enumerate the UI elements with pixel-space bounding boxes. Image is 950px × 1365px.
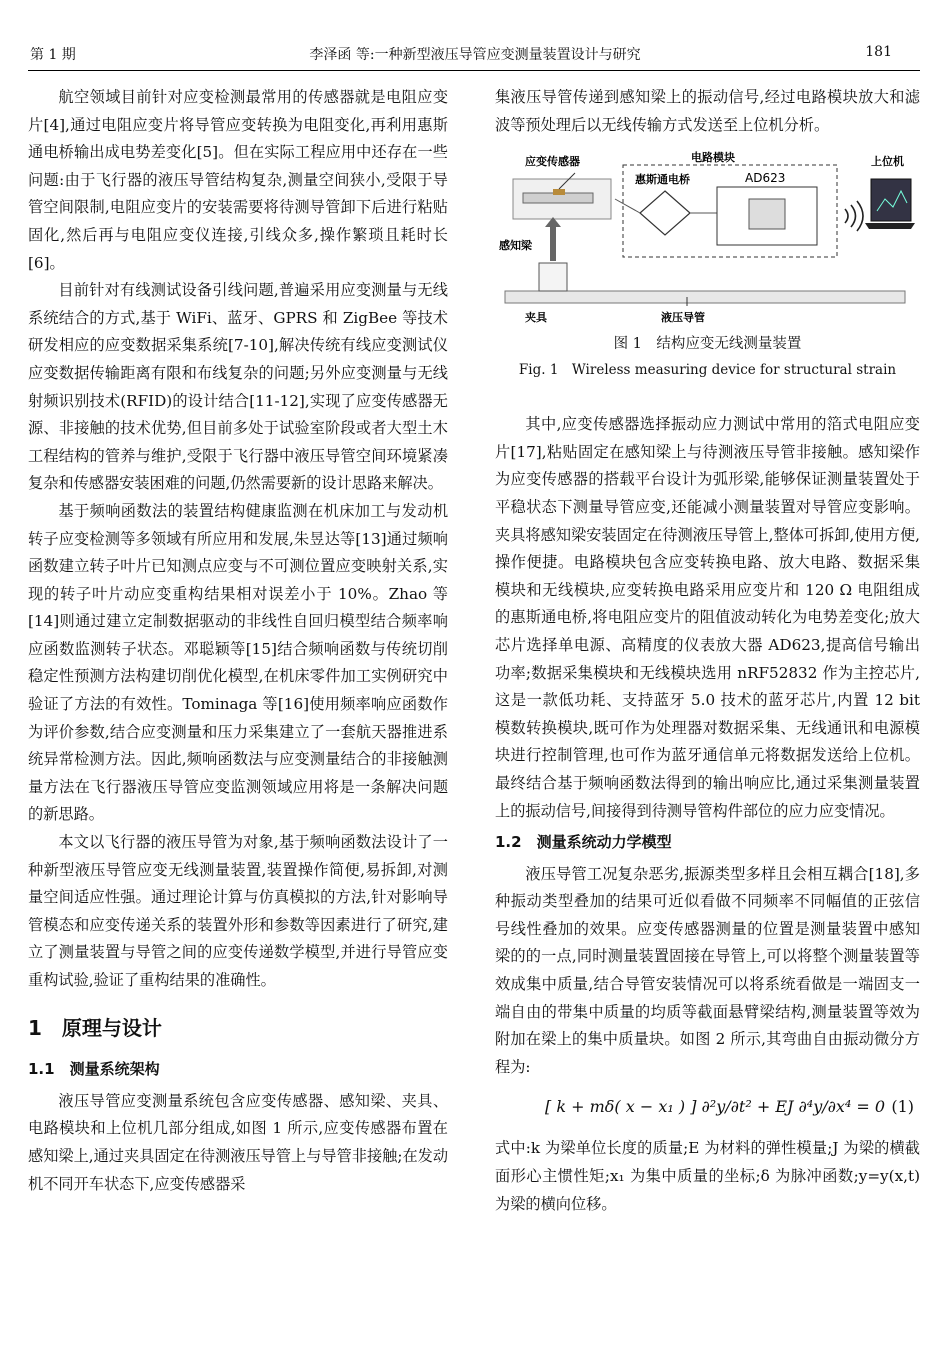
label-sensing-beam: 感知梁	[499, 239, 532, 253]
figure-caption-en: Fig. 1 Wireless measuring device for structural strain	[518, 362, 897, 379]
hydraulic-pipe	[505, 291, 905, 303]
label-hydraulic-pipe: 液压导管	[661, 311, 705, 325]
equation-formula: [ k + mδ( x − x₁ ) ] ∂²y/∂t² + EJ ∂⁴y/∂x⁴ = 0	[545, 1097, 886, 1117]
paragraph: 目前针对有线测试设备引线问题,普遍采用应变测量与无线系统结合的方式,基于 WiFi、蓝牙、GPRS 和 ZigBee 等技术研发相应的应变数据采集系统[7-10],解决传统有线应变测试仪应变数据传输距离有限和布线复杂的问题;另外应变测量与无线射频识别技术(RFID)的设计结合[11-12],实现了应变传感器无源、非接触的技术优势,但目前多处于试验室阶段或者大型土木工程结构的管养与维护,受限于飞行器中液压导管空间环境紧凑复杂和传感器安装困难的问题,仍然需要新的设计思路来解决。	[28, 281, 448, 493]
ad623-chip-body	[749, 199, 785, 229]
left-column	[28, 84, 448, 1198]
wireless-icon	[857, 201, 863, 231]
strain-gauge	[553, 189, 565, 195]
paragraph: 其中,应变传感器选择振动应力测试中常用的箔式电阻应变片[17],粘贴固定在感知梁上与待测液压导管非接触。感知梁作为应变传感器的搭载平台设计为弧形梁,能够保证测量装置处于平稳状态下测量导管应变,还能减小测量装置对导管应变影响。夹具将感知梁安装固定在待测液压导管上,整体可拆卸,使用方便,操作便捷。电路模块包含应变转换电路、放大电路、数据采集模块和无线模块,应变转换电路采用应变片和 120 Ω 电阻组成的惠斯通电桥,将电阻应变片的阻值波动转化为电势差变化;放大芯片选择单电源、高精度的仪表放大器 AD623,提高信号输出功率;数据采集模块和无线模块选用 nRF52832 作为主控芯片,这是一款低功耗、支持蓝牙 5.0 技术的蓝牙芯片,内置 12 bit 模数转换模块,既可作为处理器对数据采集、无线通讯和电源模块进行控制管理,也可作为蓝牙通信单元将数据发送给上位机。最终结合基于频响函数法得到的输出响应比,通过采集测量装置上的振动信号,间接得到待测导管构件部位的应力应变情况。	[495, 415, 920, 820]
figure-caption-cn: 图 1 结构应变无线测量装置	[613, 336, 802, 353]
section-heading: 1 原理与设计	[28, 1015, 162, 1040]
label-host: 上位机	[871, 155, 904, 169]
paragraph: 式中:k 为梁单位长度的质量;E 为材料的弹性模量;J 为梁的横截面形心主惯性矩;x₁ 为集中质量的坐标;δ 为脉冲函数;y=y(x,t) 为梁的横向位移。	[495, 1139, 920, 1213]
figure-1-diagram	[495, 151, 915, 327]
paragraph: 液压导管工况复杂恶劣,振源类型多样且会相互耦合[18],多种振动类型叠加的结果可近似看做不同频率不同幅值的正弦信号线性叠加的效果。应变传感器测量的位置是测量装置中感知梁的的一点,同时测量装置固接在导管上,可以将整个测量装置等效成集中质量,结合导管安装情况可以将系统看做是一端固支一端自由的带集中质量的均质等截面悬臂梁结构,测量装置等效为附加在梁上的集中质量块。如图 2 所示,其弯曲自由振动微分方程为:	[495, 864, 920, 1076]
page-number: 181	[865, 44, 892, 60]
label-circuit-module: 电路模块	[691, 151, 735, 165]
subsection-heading: 1.2 测量系统动力学模型	[495, 833, 672, 852]
gauge-wire	[615, 199, 640, 213]
paragraph: 集液压导管传递到感知梁上的振动信号,经过电路模块放大和滤波等预处理后以无线传输方式发送至上位机分析。	[495, 88, 920, 134]
label-ad623: AD623	[745, 171, 786, 186]
paragraph: 液压导管应变测量系统包含应变传感器、感知梁、夹具、电路模块和上位机几部分组成,如图 1 所示,应变传感器布置在感知梁上,通过夹具固定在待测液压导管上与导管非接触;在发动机不同开车状态下,应变传感器采	[28, 1091, 449, 1193]
laptop-base-icon	[865, 223, 915, 229]
wireless-icon	[851, 205, 856, 227]
paragraph: 基于频响函数法的装置结构健康监测在机床加工与发动机转子应变检测等多领域有所应用和发展,朱昱达等[13]通过频响函数建立转子叶片已知测点应变与不可测位置应变映射关系,实现的转子叶片动应变重构结果相对误差小于 10%。Zhao 等[14]则通过建立定制数据驱动的非线性自回归模型结合频率响应函数监测转子状态。邓聪颖等[15]结合频响函数与传统切削稳定性预测方法构建切削优化模型,在机床零件加工实例研究中验证了方法的有效性。Tominaga 等[16]使用频率响应函数作为评价参数,结合应变测量和压力采集建立了一套航天器推进系统异常检测方法。因此,频响函数法与应变测量结合的非接触测量方法在飞行器液压导管应变监测领域应用将是一条解决问题的新思路。	[28, 501, 448, 824]
header-rule	[28, 70, 920, 71]
wireless-icon	[845, 209, 848, 223]
equation-number: (1)	[891, 1097, 914, 1117]
clamp	[539, 263, 567, 291]
wheatstone-bridge-icon	[640, 191, 690, 235]
label-strain-sensor: 应变传感器	[525, 155, 580, 169]
equation-1	[495, 1081, 920, 1135]
right-column	[495, 84, 920, 1218]
paragraph: 航空领域目前针对应变检测最常用的传感器就是电阻应变片[4],通过电阻应变片将导管应变转换为电阻变化,再利用惠斯通电桥输出成电势差变化[5]。但在实际工程应用中还存在一些问题:由于飞行器的液压导管结构复杂,测量空间狭小,受限于导管空间限制,电阻应变片的安装需要将待测导管卸下后进行粘贴固化,然后再与电阻应变仪连接,引线众多,操作繁琐且耗时长[6]。	[28, 88, 448, 272]
running-title: 李泽函 等:一种新型液压导管应变测量装置设计与研究	[309, 47, 641, 63]
subsection-heading: 1.1 测量系统架构	[28, 1060, 160, 1079]
issue-number: 第 1 期	[30, 47, 76, 63]
label-clamp: 夹具	[525, 311, 547, 325]
figure-1	[495, 151, 915, 327]
label-wheatstone-bridge: 惠斯通电桥	[635, 173, 690, 187]
paragraph: 本文以飞行器的液压导管为对象,基于频响函数法设计了一种新型液压导管应变无线测量装置,装置操作简便,易拆卸,对测量空间适应性强。通过理论计算与仿真模拟的方法,针对影响导管模态和应变传递关系的装置外形和参数等因素进行了研究,建立了测量装置与导管之间的应变传递数学模型,并进行导管应变重构试验,验证了重构结果的准确性。	[28, 833, 448, 989]
